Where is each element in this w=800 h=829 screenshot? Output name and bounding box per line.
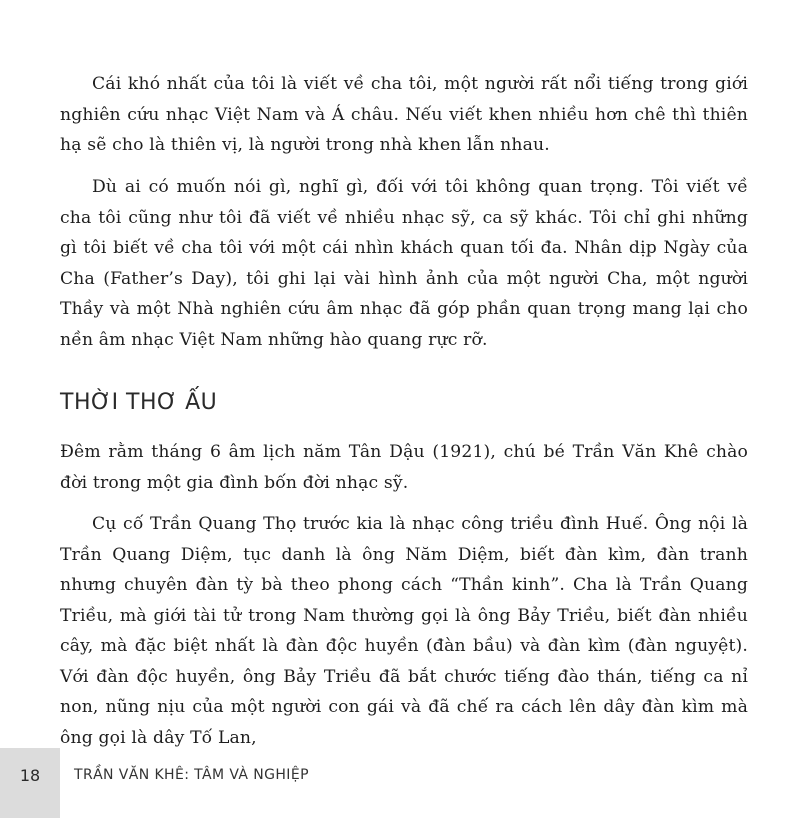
running-footer-title: TRẦN VĂN KHÊ: TÂM VÀ NGHIỆP	[74, 767, 309, 783]
body-paragraph: Dù ai có muốn nói gì, nghĩ gì, đối với tôi không quan trọng. Tôi viết về cha tôi cũng như tôi đã viết về nhiều nhạc sỹ, ca sỹ khác. Tôi chỉ ghi những gì tôi biết về cha tôi với một cái nhìn khách quan tối đa. Nhân dịp Ngày của Cha (Father’s Day), tôi ghi lại vài hình ảnh của một người Cha, một người Thầy và một Nhà nghiên cứu âm nhạc đã góp phần quan trọng mang lại cho nền âm nhạc Việt Nam những hào quang rực rỡ.	[60, 177, 748, 350]
section-paragraph: Đêm rằm tháng 6 âm lịch năm Tân Dậu (1921), chú bé Trần Văn Khê chào đời trong một gia đình bốn đời nhạc sỹ.	[60, 442, 748, 493]
section-heading: THỜI THƠ ẤU	[60, 390, 218, 415]
page-number: 18	[19, 766, 41, 785]
section-paragraph: Cụ cố Trần Quang Thọ trước kia là nhạc công triều đình Huế. Ông nội là Trần Quang Diệm, tục danh là ông Năm Diệm, biết đàn kìm, đàn tranh nhưng chuyên đàn tỳ bà theo phong cách “Thần kinh”. Cha là Trần Quang Triều, mà giới tài tử trong Nam thường gọi là ông Bảy Triều, biết đàn nhiều cây, mà đặc biệt nhất là đàn độc huyền (đàn bầu) và đàn kìm (đàn nguyệt). Với đàn độc huyền, ông Bảy Triều đã bắt chước tiếng đào thán, tiếng ca nỉ non, nũng nịu của một người con gái và đã chế ra cách lên dây đàn kìm mà ông gọi là dây Tố Lan,	[60, 514, 748, 748]
body-paragraph: Cái khó nhất của tôi là viết về cha tôi, một người rất nổi tiếng trong giới nghiên cứu nhạc Việt Nam và Á châu. Nếu viết khen nhiều hơn chê thì thiên hạ sẽ cho là thiên vị, là người trong nhà khen lẫn nhau.	[60, 74, 748, 155]
